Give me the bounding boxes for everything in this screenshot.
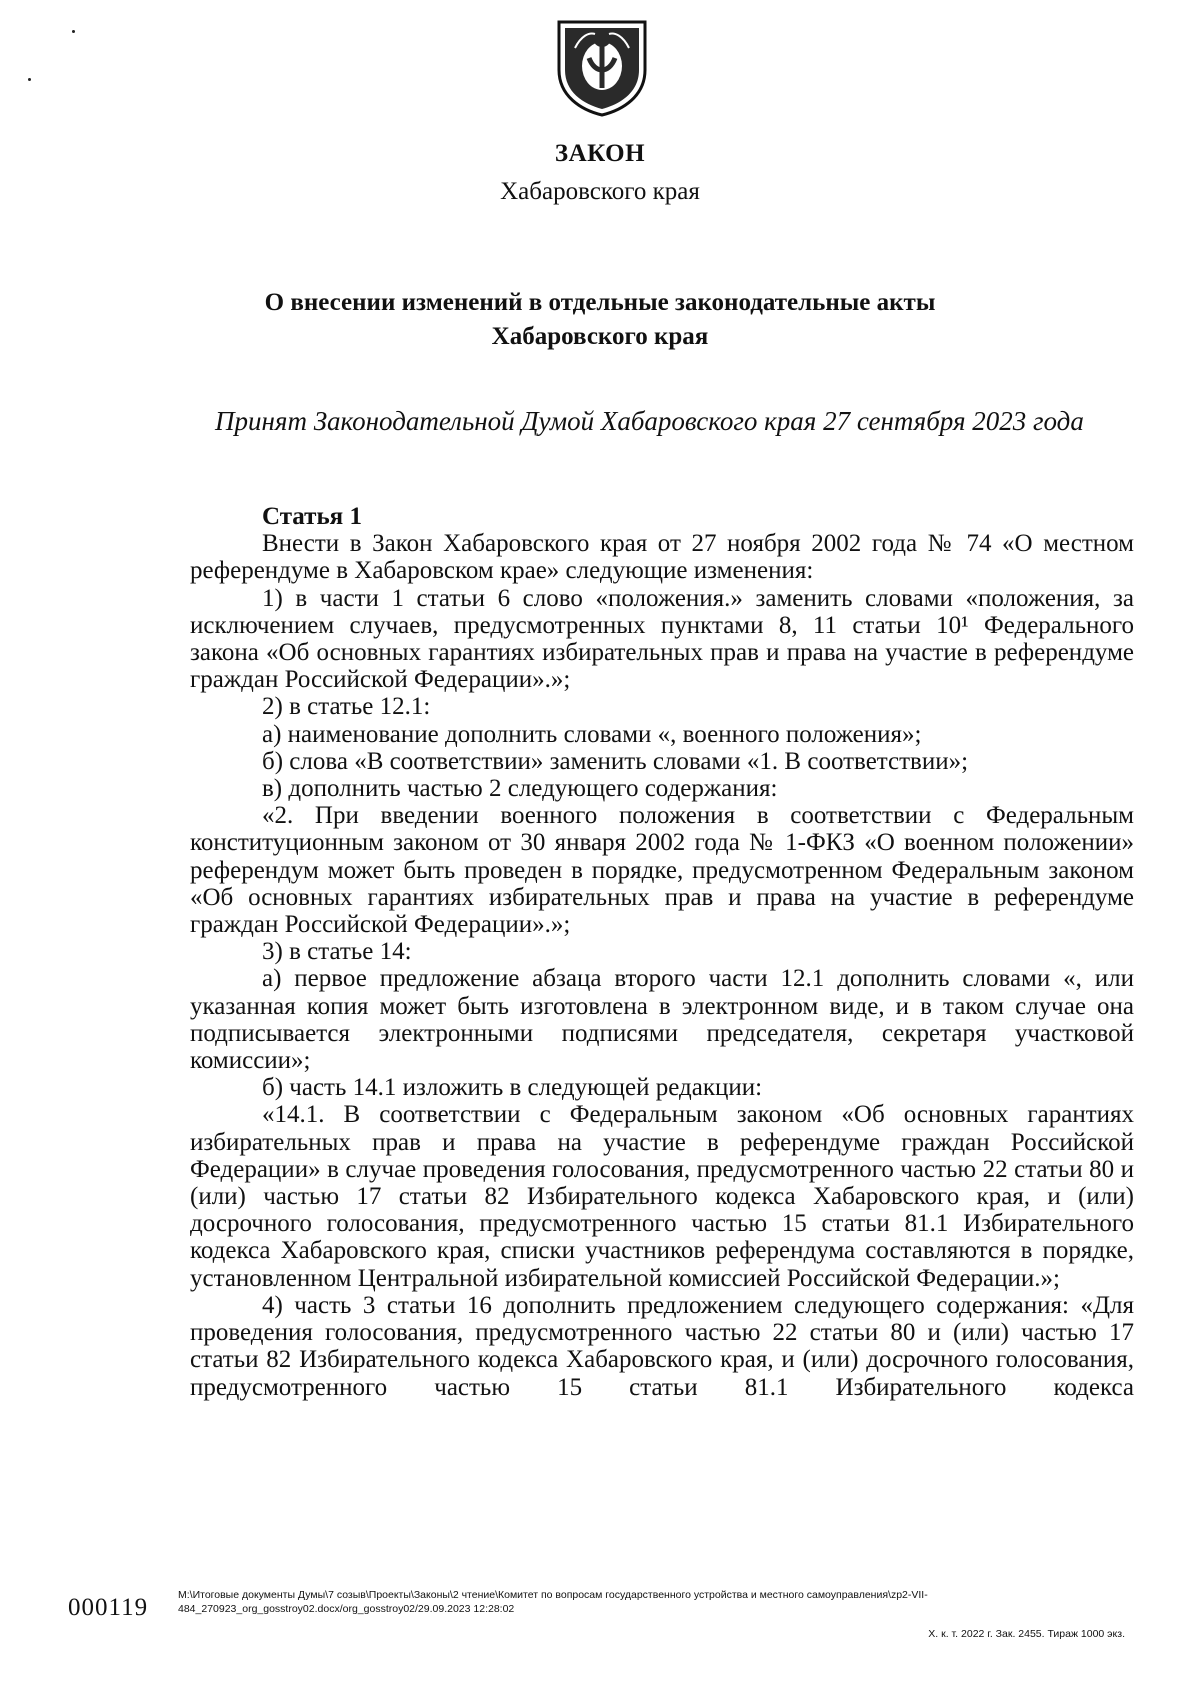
article-paragraph: а) наименование дополнить словами «, военного положения»; [262, 720, 922, 748]
article-paragraph: «2. При введении военного положения в соответствии с Федеральным конституционным законом от 30 января 2002 года № 1-ФКЗ «О военном положении» референдум может быть проведен в порядке, предусмотренном Федеральным законом «Об основных гарантиях избирательных прав и права на участие в референдуме граждан Российской Федерации».»; [190, 802, 1134, 939]
article-paragraph: б) слова «В соответствии» заменить словами «1. В соответствии»; [262, 747, 969, 775]
file-path: М:\Итоговые документы Думы\7 созыв\Проекты\Законы\2 чтение\Комитет по вопросам государственного устройства и местного самоуправления\zp2-VII-484_270923_org_gosstroy02.docx/org_gosstroy02/29.09.2023 12:28:02 [178, 1589, 928, 1615]
coat-of-arms-emblem [555, 18, 649, 118]
article-paragraph: а) первое предложение абзаца второго части 12.1 дополнить словами «, или указанная копия может быть изготовлена в электронном виде, и в таком случае она подписывается электронными подписями председателя, секретаря участковой комиссии»; [190, 965, 1134, 1075]
article-paragraph: Внести в Закон Хабаровского края от 27 ноября 2002 года № 74 «О местном референдуме в Хабаровском крае» следующие изменения: [190, 530, 1134, 585]
article-paragraph: б) часть 14.1 изложить в следующей редакции: [262, 1074, 763, 1102]
adoption-line: Принят Законодательной Думой Хабаровского края 27 сентября 2023 года [215, 406, 1084, 436]
article-heading: Статья 1 [262, 503, 362, 530]
article-paragraph: 2) в статье 12.1: [262, 693, 431, 721]
law-region: Хабаровского края [500, 178, 700, 205]
article-paragraph: в) дополнить частью 2 следующего содержания: [262, 775, 778, 803]
scan-speck [28, 78, 31, 81]
article-body [190, 503, 1134, 1401]
law-title: ЗАКОН [554, 140, 646, 167]
article-paragraph: 4) часть 3 статьи 16 дополнить предложением следующего содержания: «Для проведения голосования, предусмотренного частью 22 статьи 80 и (или) частью 17 статьи 82 Избирательного кодекса Хабаровского края, и (или) досрочного голосования, предусмотренного частью 15 статьи 81.1 Избирательного кодекса [190, 1291, 1134, 1401]
document-number: 000119 [68, 1594, 149, 1621]
law-subject-line: О внесении изменений в отдельные законодательные акты [264, 289, 936, 316]
scan-speck [72, 30, 75, 33]
article-paragraph: «14.1. В соответствии с Федеральным законом «Об основных гарантиях избирательных прав и права на участие в референдуме граждан Российской Федерации» в случае проведения голосования, предусмотренного частью 22 статьи 80 и (или) частью 17 статьи 82 Избирательного кодекса Хабаровского края, и (или) досрочного голосования, предусмотренного частью 15 статьи 81.1 Избирательного кодекса Хабаровского края, списки участников референдума составляются в порядке, установленном Центральной избирательной комиссией Российской Федерации.»; [190, 1101, 1134, 1292]
law-subject-line: Хабаровского края [491, 323, 709, 350]
article-paragraph: 1) в части 1 статьи 6 слово «положения.» заменить словами «положения, за исключением случаев, предусмотренных пунктами 8, 11 статьи 10¹ Федерального закона «Об основных гарантиях избирательных прав и права на участие в референдуме граждан Российской Федерации».»; [190, 584, 1134, 694]
print-info: Х. к. т. 2022 г. Зак. 2455. Тираж 1000 экз. [928, 1628, 1125, 1640]
law-subject [200, 286, 1000, 354]
article-paragraph: 3) в статье 14: [262, 938, 412, 966]
